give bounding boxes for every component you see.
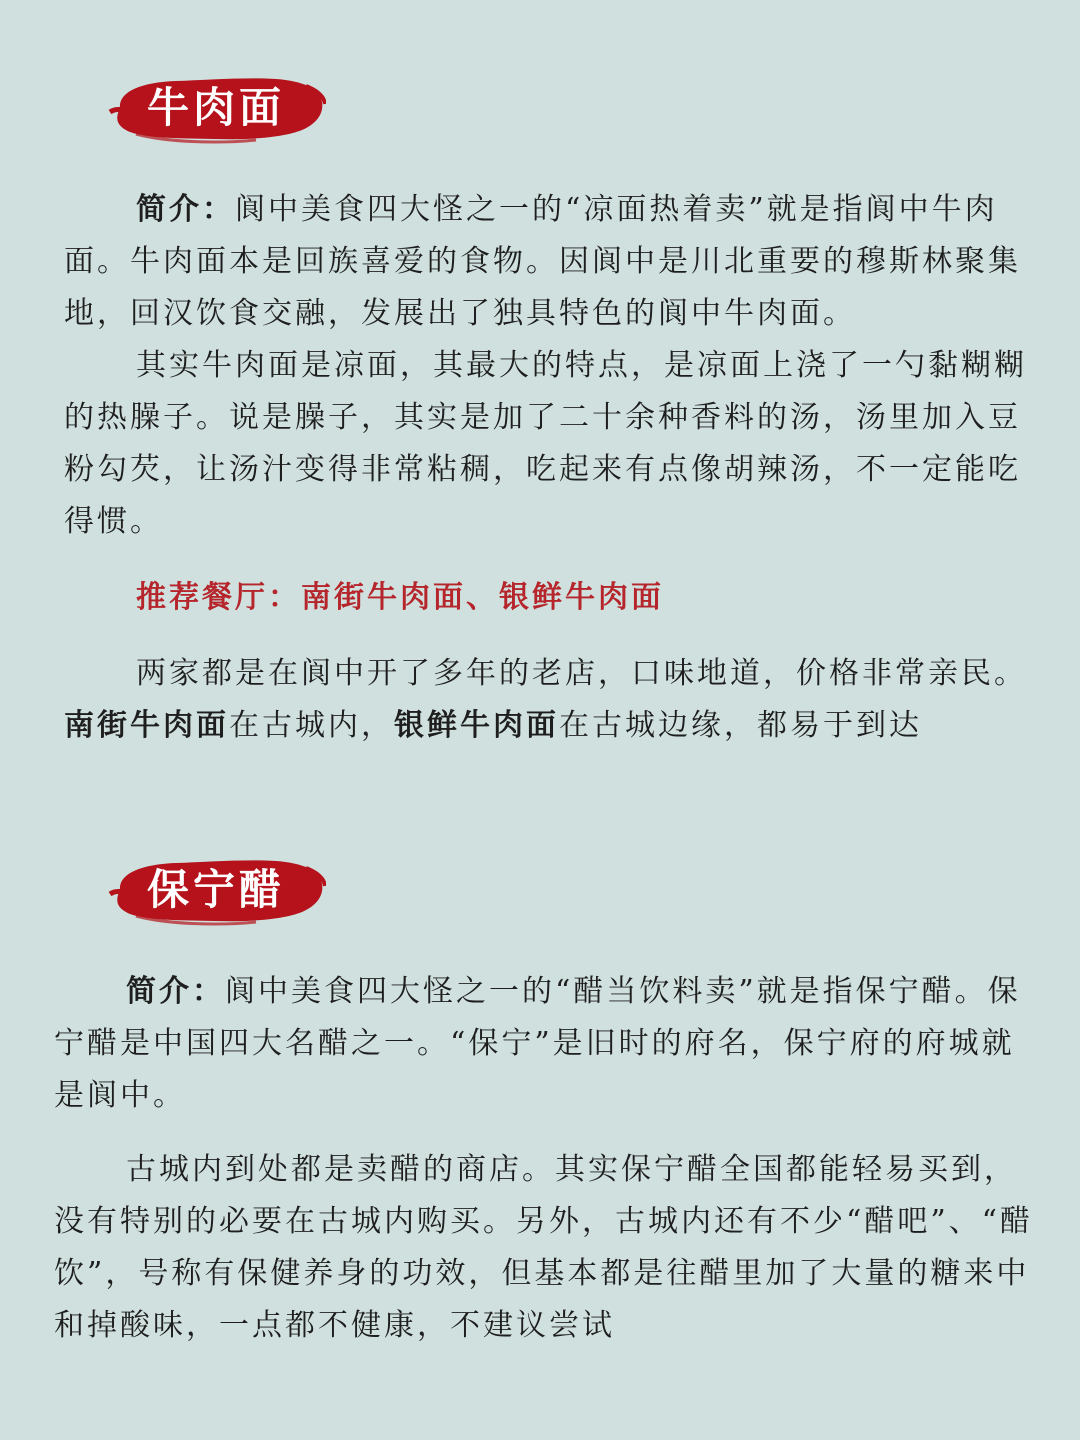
beef-noodles-title-badge <box>106 68 326 148</box>
baoning-vinegar-paragraph-2: 古城内到处都是卖醋的商店。其实保宁醋全国都能轻易买到，没有特别的必要在古城内购买。另外，古城内还有不少“醋吧”、“醋饮”，号称有保健养身的功效，但基本都是往醋里加了大量的糖来中和掉酸味，一点都不健康，不建议尝试 <box>54 1152 1034 1343</box>
beef-noodles-p3-e: 在古城边缘，都易于到达 <box>559 708 922 743</box>
baoning-vinegar-title: 保宁醋 <box>146 865 285 914</box>
beef-noodles-p3-a: 两家都是在阆中开了多年的老店，口味地道，价格非常亲民。 <box>136 656 1027 691</box>
baoning-vinegar-intro <box>54 966 1034 1122</box>
baoning-vinegar-title-badge <box>106 850 326 930</box>
beef-noodles-p3-c: 在古城内， <box>229 708 394 743</box>
beef-noodles-intro <box>64 184 1040 340</box>
beef-noodles-intro-text: 阆中美食四大怪之一的“凉面热着卖”就是指阆中牛肉面。牛肉面本是回族喜爱的食物。因阆中是川北重要的穆斯林聚集地，回汉饮食交融，发展出了独具特色的阆中牛肉面。 <box>64 192 1021 331</box>
beef-noodles-paragraph-2: 其实牛肉面是凉面，其最大的特点，是凉面上浇了一勺黏糊糊的热臊子。说是臊子，其实是加了二十余种香料的汤，汤里加入豆粉勾芡，让汤汁变得非常粘稠，吃起来有点像胡辣汤，不一定能吃得惯。 <box>64 348 1027 539</box>
beef-noodles-title: 牛肉面 <box>146 83 285 132</box>
beef-noodles-intro-label: 简介： <box>136 192 235 227</box>
baoning-vinegar-intro-label: 简介： <box>126 974 225 1009</box>
beef-noodles-paragraph-3 <box>64 648 1040 752</box>
yinxian-beef-noodles: 银鲜牛肉面 <box>394 708 559 743</box>
beef-noodles-recommend: 推荐餐厅：南街牛肉面、银鲜牛肉面 <box>136 580 664 615</box>
nanjie-beef-noodles: 南街牛肉面 <box>64 708 229 743</box>
baoning-vinegar-intro-text: 阆中美食四大怪之一的“醋当饮料卖”就是指保宁醋。保宁醋是中国四大名醋之一。“保宁”是旧时的府名，保宁府的府城就是阆中。 <box>54 974 1021 1113</box>
